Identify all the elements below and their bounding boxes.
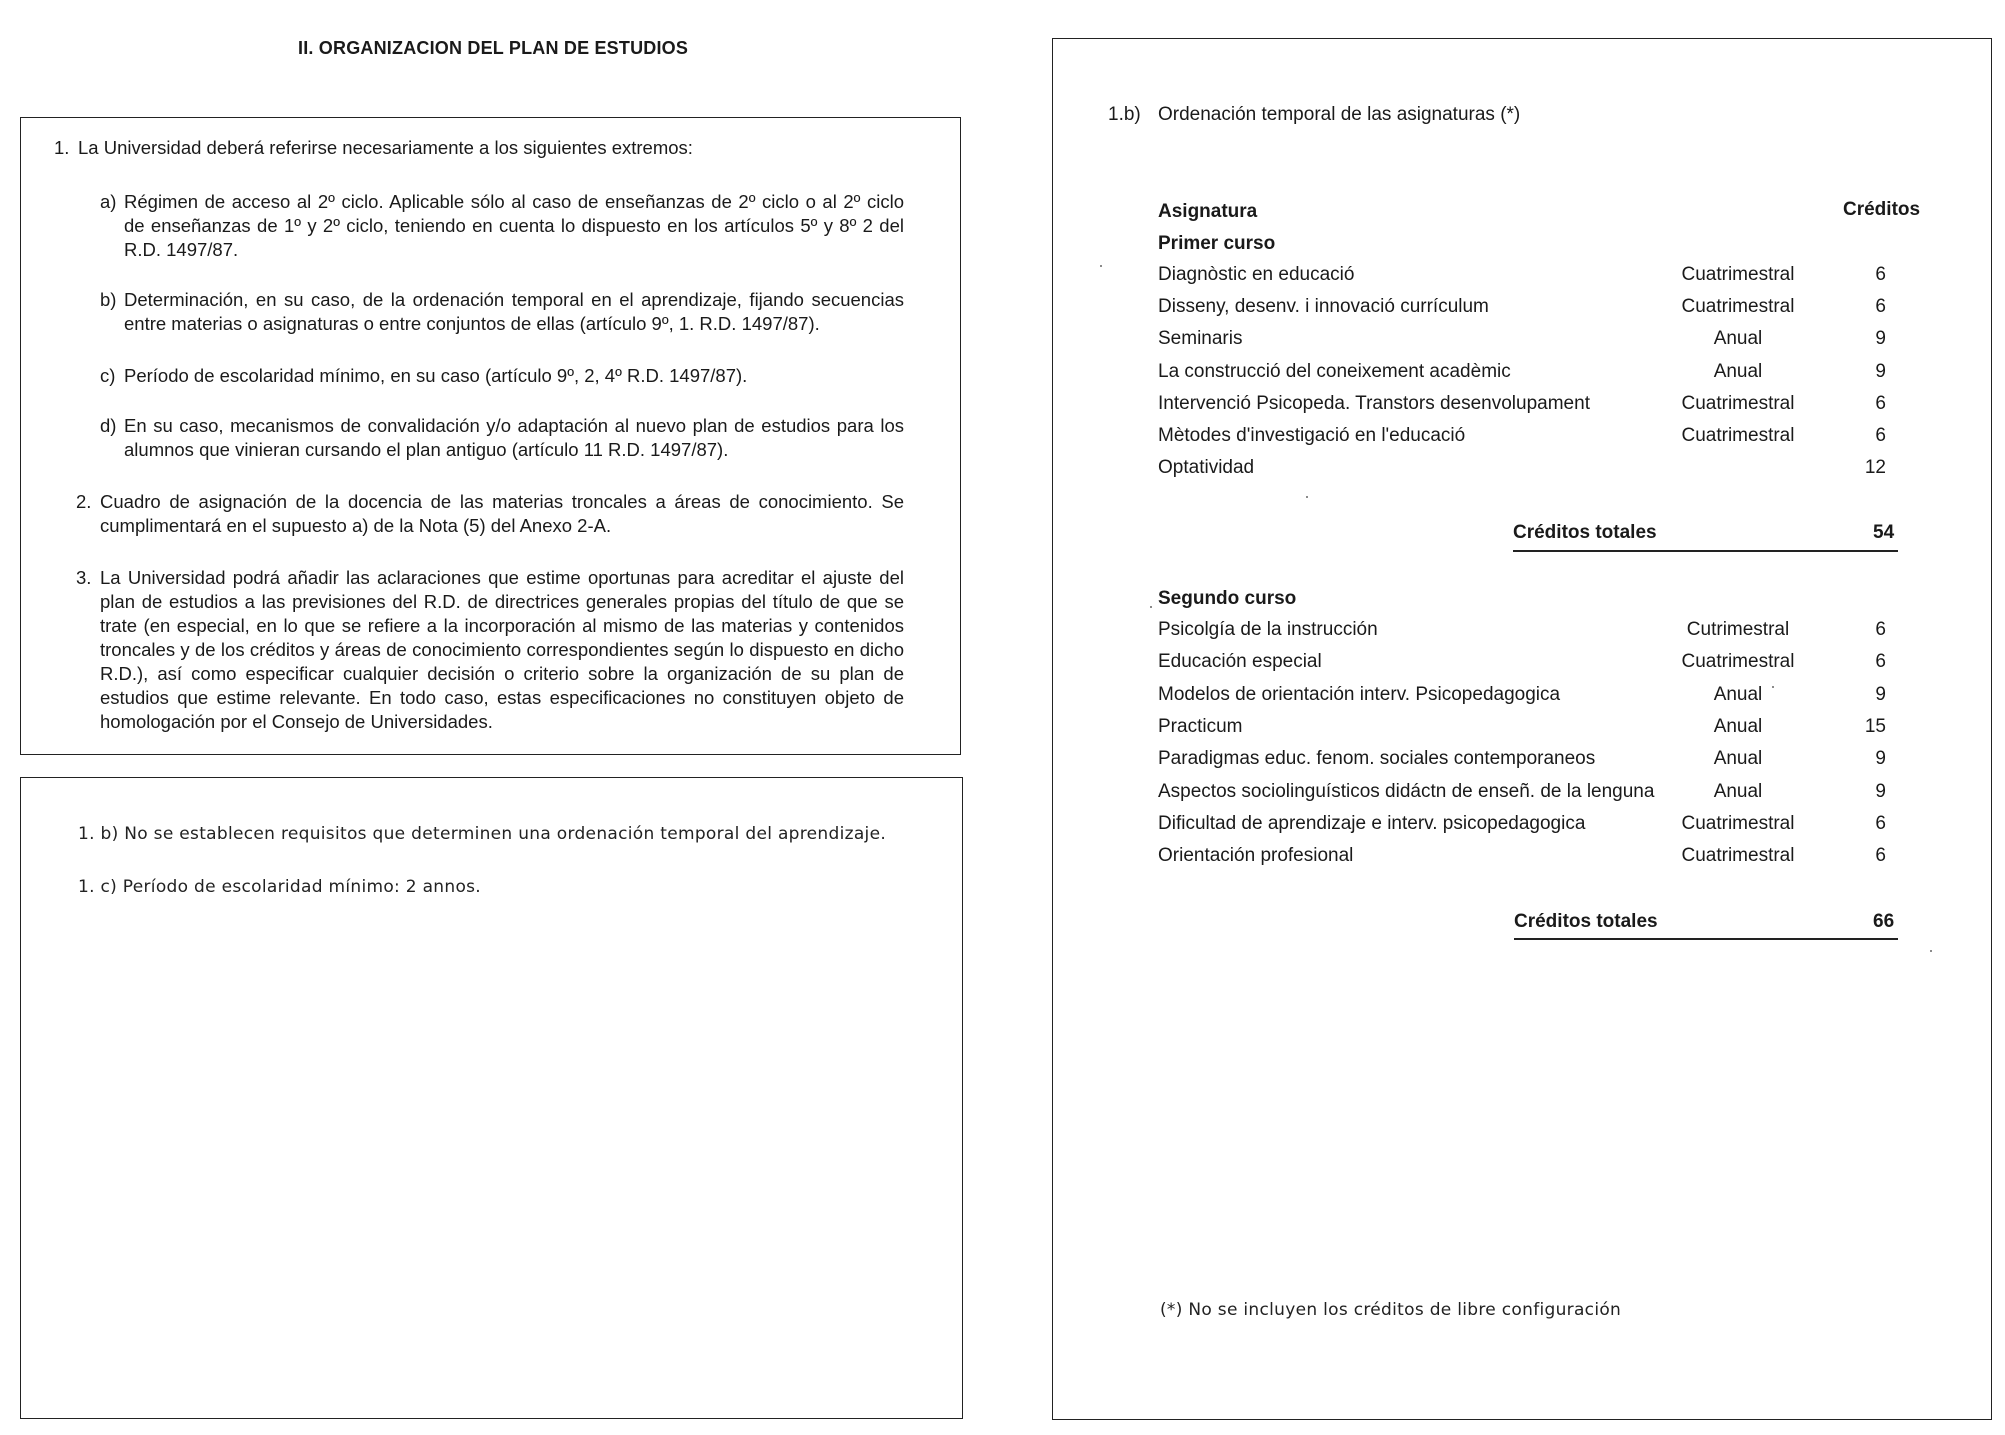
- course-credits: 15: [1864, 715, 1886, 737]
- course-name: La construcció del coneixement acadèmic: [1158, 360, 1511, 382]
- course-credits: 6: [1875, 812, 1886, 834]
- course-name: Seminaris: [1158, 328, 1243, 350]
- course-credits: 6: [1875, 651, 1886, 673]
- course-name: Modelos de orientación interv. Psicopedagogica: [1158, 683, 1561, 705]
- requirement-item-3: [76, 566, 904, 734]
- second-year-total-label: Créditos totales: [1514, 911, 1658, 932]
- course-credits: 9: [1875, 748, 1886, 770]
- credits-column-header: Créditos: [1843, 199, 1921, 220]
- course-credits: 6: [1875, 425, 1886, 446]
- sub-label: b): [100, 289, 117, 310]
- scan-speck: [1150, 606, 1152, 608]
- scan-speck: [1772, 686, 1774, 688]
- course-credits: 6: [1875, 392, 1886, 414]
- course-credits: 9: [1875, 683, 1886, 705]
- course-name: Mètodes d'investigació en l'educació: [1158, 425, 1466, 446]
- footnote: (*) No se incluyen los créditos de libre configuración: [1160, 1300, 1622, 1320]
- course-name: Diagnòstic en educació: [1158, 264, 1355, 285]
- note-1c: 1. c) Período de escolaridad mínimo: 2 annos.: [78, 877, 482, 897]
- item-number: 2.: [76, 491, 92, 512]
- course-name: Educación especial: [1158, 651, 1322, 673]
- scan-speck: [1100, 265, 1102, 267]
- course-credits: 9: [1875, 360, 1886, 382]
- course-name: Aspectos sociolinguísticos didáctn de enseñ. de la lenguna: [1158, 780, 1655, 802]
- course-name: Paradigmas educ. fenom. sociales contemporaneos: [1158, 748, 1596, 770]
- course-period: Cuatrimestral: [1681, 812, 1795, 834]
- course-period: Cuatrimestral: [1681, 651, 1795, 673]
- page-title: II. ORGANIZACION DEL PLAN DE ESTUDIOS: [298, 38, 689, 58]
- sub-label: a): [100, 191, 117, 212]
- first-year-total-rule: [1513, 550, 1898, 552]
- requirement-item-1: [54, 136, 896, 160]
- first-year-total-label: Créditos totales: [1513, 522, 1657, 543]
- course-credits: 6: [1875, 619, 1886, 640]
- course-name: Dificultad de aprendizaje e interv. psicopedagogica: [1158, 812, 1586, 834]
- requirement-sub-b: [100, 288, 904, 336]
- requirement-sub-a: [100, 190, 904, 262]
- course-name: Optatividad: [1158, 457, 1255, 479]
- item-text: La Universidad deberá referirse necesariamente a los siguientes extremos:: [78, 137, 693, 158]
- sub-text: Determinación, en su caso, de la ordenación temporal en el aprendizaje, fijando secuencias entre materias o asignaturas o entre conjuntos de ellas (artículo 9º, 1. R.D. 1497/87).: [124, 289, 904, 334]
- course-period: Cuatrimestral: [1681, 425, 1795, 446]
- course-period: Cuatrimestral: [1681, 264, 1795, 285]
- course-name: Practicum: [1158, 715, 1243, 737]
- sub-text: Régimen de acceso al 2º ciclo. Aplicable sólo al caso de enseñanzas de 2º ciclo o al 2º ciclo de enseñanzas de 1º y 2º ciclo, teniendo en cuenta lo dispuesto en los artículos 5º y 8º 2 del R.D. 1497/87.: [124, 191, 904, 260]
- course-credits: 9: [1875, 328, 1886, 350]
- course-period: Anual: [1713, 360, 1763, 382]
- course-name: Intervenció Psicopeda. Transtors desenvolupament: [1158, 392, 1590, 414]
- course-name: Psicolgía de la instrucción: [1158, 619, 1378, 640]
- sub-label: c): [100, 365, 116, 386]
- requirement-sub-d: [100, 414, 904, 462]
- sub-text: Período de escolaridad mínimo, en su caso (artículo 9º, 2, 4º R.D. 1497/87).: [124, 365, 748, 386]
- item-text: La Universidad podrá añadir las aclaraciones que estime oportunas para acreditar el ajuste del plan de estudios a las previsiones del R.D. de directrices generales propias del título de que se trate (en especial, en lo que se refiere a la incorporación al mismo de las materias y contenidos troncales y de los créditos y áreas de conocimiento correspondientes según lo dispuesto en dicho R.D.), así como especificar cualquier decisión o criterio sobre la organización de su plan de estudios que estime relevante. En todo caso, estas especificaciones no constituyen objeto de homologación por el Consejo de Universidades.: [100, 567, 904, 732]
- course-credits: 6: [1875, 845, 1886, 867]
- sub-text: En su caso, mecanismos de convalidación y/o adaptación al nuevo plan de estudios para los alumnos que vinieran cursando el plan antiguo (artículo 11 R.D. 1497/87).: [124, 415, 904, 460]
- requirement-sub-c: [100, 364, 904, 388]
- course-period: Cuatrimestral: [1681, 392, 1795, 414]
- second-year-title: Segundo curso: [1158, 588, 1297, 609]
- item-text: Cuadro de asignación de la docencia de las materias troncales a áreas de conocimiento. Se cumplimentará en el supuesto a) de la Nota (5) del Anexo 2-A.: [100, 491, 904, 536]
- course-name: Orientación profesional: [1158, 845, 1354, 867]
- notes-box: [20, 777, 963, 1419]
- sub-label: d): [100, 415, 117, 436]
- first-year-total: 54: [1873, 522, 1895, 543]
- scan-speck: [1930, 950, 1932, 952]
- course-name: Disseny, desenv. i innovació currículum: [1158, 296, 1489, 318]
- course-credits: 9: [1875, 780, 1886, 802]
- requirement-item-2: [76, 490, 904, 538]
- section-label: 1.b): [1108, 104, 1141, 125]
- second-year-total-rule: [1514, 938, 1898, 940]
- second-year-total: 66: [1873, 911, 1895, 932]
- course-period: Anual: [1713, 715, 1763, 737]
- scan-speck: [1306, 496, 1308, 498]
- course-period: Anual: [1713, 683, 1763, 705]
- subject-column-header: Asignatura: [1158, 201, 1258, 222]
- course-period: Cuatrimestral: [1681, 296, 1795, 318]
- course-period: Anual: [1713, 748, 1763, 770]
- note-1b: 1. b) No se establecen requisitos que determinen una ordenación temporal del aprendizaje.: [78, 824, 887, 844]
- item-number: 3.: [76, 567, 92, 588]
- first-year-title: Primer curso: [1158, 233, 1276, 254]
- course-credits: 6: [1875, 296, 1886, 318]
- course-period: Anual: [1713, 780, 1763, 802]
- item-number: 1.: [54, 137, 70, 158]
- section-title: Ordenación temporal de las asignaturas (*): [1158, 104, 1521, 125]
- course-period: Cutrimestral: [1686, 619, 1790, 640]
- course-credits: 12: [1864, 457, 1886, 479]
- course-period: Anual: [1713, 328, 1763, 350]
- course-credits: 6: [1875, 264, 1886, 285]
- course-period: Cuatrimestral: [1681, 845, 1795, 867]
